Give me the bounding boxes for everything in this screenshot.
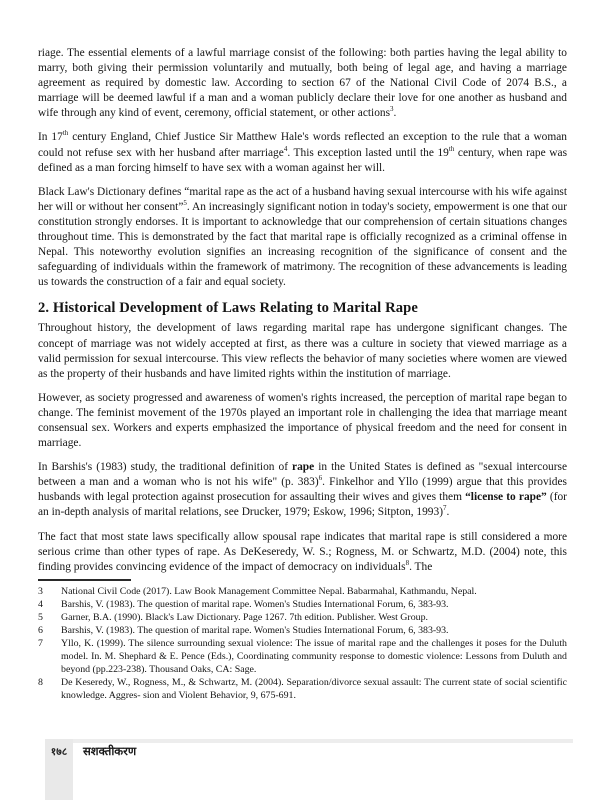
footnote-item: [38, 676, 567, 702]
paragraph-feminist-movement: However, as society progressed and awareness of women's rights increased, the perception of marital rape began to change. The feminist movement of the 1970s played an important role in challenging the idea that marriage meant consensual sex. Workers and experts emphasized the importance of physical freedom and the need for consent in marriage.: [38, 391, 567, 450]
footnote-item: [38, 598, 567, 611]
footnote-text: Garner, B.A. (1990). Black's Law Dictionary. Page 1267. 7th edition. Publisher. West Group.: [61, 611, 428, 623]
footnote-item: [38, 585, 567, 598]
footnote-number: 5: [38, 611, 43, 623]
footer-book-title: सशक्तीकरण: [83, 744, 137, 758]
page-content: [38, 46, 567, 702]
footnote-text: Yllo, K. (1999). The silence surrounding sexual violence: The issue of marital rape and the challenges it poses for the Duluth model. In. M. Shephard & E. Pence (Eds.), Coordinating community response to domestic violence: Lessons from Duluth and beyond (pp.223-238). Thousand Oaks, CA: Sage.: [61, 637, 567, 675]
footnote-number: 3: [38, 585, 43, 597]
footnote-item: [38, 624, 567, 637]
footnote-number: 4: [38, 598, 43, 610]
footnote-number: 8: [38, 676, 43, 688]
footnote-text: Barshis, V. (1983). The question of marital rape. Women's Studies International Forum, 6, 383-93.: [61, 624, 449, 636]
paragraph-state-laws: The fact that most state laws specifically allow spousal rape indicates that marital rape is still considered a more serious crime than other types of rape. As DeKeseredy, W. S.; Rogness, M. or Schwartz, M.D. (2004) note, this finding provides convincing evidence of the impact of democracy on individuals$^8$. The: [38, 530, 567, 573]
paragraph-throughout-history: Throughout history, the development of laws regarding marital rape has undergone significant changes. The concept of marriage was not widely accepted at first, as there was a culture in society that viewed marriage as a valid permission for sexual intercourse. This view reflects the behavior of many societies where women are viewed as the property of their husbands and have limited rights within the institution of marriage.: [38, 322, 567, 380]
footnote-number: 7: [38, 637, 43, 649]
section-heading: 2. Historical Development of Laws Relating to Marital Rape: [38, 300, 418, 317]
page-footer: [45, 744, 136, 759]
footnote-number: 6: [38, 624, 43, 636]
paragraph-black-law-dictionary: Black Law's Dictionary defines “marital rape as the act of a husband having sexual intercourse with his wife against her will or without her consent”$^5$. An increasingly significant notion in today's society, empowerment is one that our constitution strongly endorses. It is important to acknowledge that our comprehension of certain situations changes throughout time. This is demonstrated by the fact that marital rape is officially recognized as a criminal offense in Nepal. This noteworthy evolution signifies an increasing recognition of the significance of consent and the safeguarding of individuals within the framework of matrimony. The recognition of these advancements is leading us towards the construction of a fair and equal society.: [38, 185, 568, 289]
page-number: १७८: [50, 746, 68, 758]
footnote-separator-rule: [38, 579, 131, 581]
footnote-text: National Civil Code (2017). Law Book Management Committee Nepal. Babarmahal, Kathmandu, Nepal.: [61, 585, 477, 597]
paragraph-barshis-study: In Barshis's (1983) study, the traditional definition of rape in the United States is defined as "sexual intercourse between a man and a woman who is not his wife" (p. 383)$^6$. Finkelhor and Yllo (1999) argue that this provides husbands with legal protection against prosecution for assaulting their wives and gives them “license to rape” (for an in-depth analysis of marital relations, see Drucker, 1979; Eskow, 1996; Sitpton, 1993)$^7$.: [38, 461, 567, 519]
footer-accent-band: [45, 739, 573, 743]
footnote-item: [38, 637, 567, 676]
footnote-item: [38, 611, 567, 624]
footnotes-section: [38, 585, 567, 702]
paragraph-17th-century-england: In 17th century England, Chief Justice Sir Matthew Hale's words reflected an exception to the rule that a woman could not refuse sex with her husband after marriage$^4$. This exception lasted until the 19th century, when rape was defined as a man forcing himself to have sex with a woman against her will.: [38, 129, 567, 174]
paragraph-lawful-marriage: riage. The essential elements of a lawful marriage consist of the following: both parties having the legal ability to marry, both giving their permission voluntarily and mutually, both being of legal age, and having a marriage agreement as required by domestic law. According to section 67 of the National Civil Code of 2074 B.S., a marriage will be deemed lawful if a man and a woman publicly declare their love for one another as husband and wife through any kind of event, ceremony, official statement, or other actions$^3$.: [38, 47, 567, 120]
footnote-text: Barshis, V. (1983). The question of marital rape. Women's Studies International Forum, 6, 383-93.: [61, 598, 449, 610]
footnote-text: De Keseredy, W., Rogness, M., & Schwartz, M. (2004). Separation/divorce sexual assault: The current state of social scientific knowledge. Aggres- sion and Violent Behavior, 9, 675-691.: [61, 676, 567, 701]
